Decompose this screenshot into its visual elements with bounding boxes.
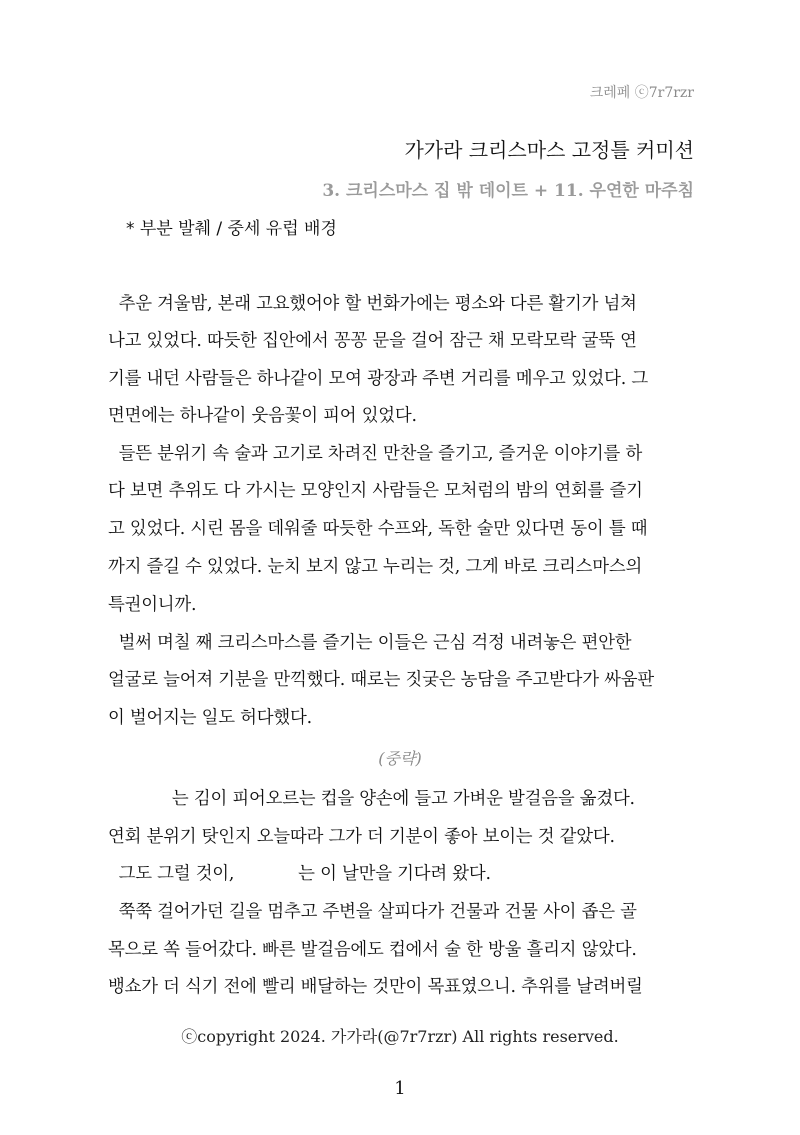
document-subtitle: 3. 크리스마스 집 밖 데이트 + 11. 우연한 마주침 (322, 181, 694, 201)
body-line: 추운 겨울밤, 본래 고요했어야 할 번화가에는 평소와 다른 활기가 넘쳐 (108, 294, 637, 314)
body-line: 는 김이 피어오르는 컵을 양손에 들고 가벼운 발걸음을 옮겼다. (108, 789, 635, 809)
body-line: 나고 있었다. 따듯한 집안에서 꽁꽁 문을 걸어 잠근 채 모락모락 굴뚝 연 (108, 331, 637, 351)
body-line: 기를 내던 사람들은 하나같이 모여 광장과 주변 거리를 메우고 있었다. 그 (108, 369, 648, 389)
document-title: 가가라 크리스마스 고정틀 커미션 (404, 138, 694, 162)
body-line: 들뜬 분위기 속 술과 고기로 차려진 만찬을 즐기고, 즐거운 이야기를 하 (108, 444, 643, 464)
page-number: 1 (394, 1078, 406, 1099)
body-line: 특권이니까. (108, 595, 197, 615)
body-line: 면면에는 하나같이 웃음꽃이 피어 있었다. (108, 406, 417, 426)
body-line: 까지 즐길 수 있었다. 눈치 보지 않고 누리는 것, 그게 바로 크리스마스의 (108, 557, 643, 577)
watermark-text: 크레페 ⓒ7r7rzr (589, 85, 694, 101)
omission-marker: (중략) (378, 749, 422, 768)
excerpt-note: * 부분 발췌 / 중세 유럽 배경 (126, 219, 337, 239)
body-line: 이 벌어지는 일도 허다했다. (108, 708, 312, 728)
body-line: 쭉쭉 걸어가던 길을 멈추고 주변을 살피다가 건물과 건물 사이 좁은 골 (108, 902, 637, 922)
body-line: 고 있었다. 시린 몸을 데워줄 따듯한 수프와, 독한 술만 있다면 동이 틀 때 (108, 519, 648, 539)
body-line: 그도 그럴 것이, 는 이 날만을 기다려 왔다. (108, 864, 491, 884)
body-line: 목으로 쏙 들어갔다. 빠른 발걸음에도 컵에서 술 한 방울 흘리지 않았다. (108, 940, 637, 960)
body-line: 뱅쇼가 더 식기 전에 빨리 배달하는 것만이 목표였으니. 추위를 날려버릴 (108, 977, 643, 997)
copyright-footer: ⓒcopyright 2024. 가가라(@7r7rzr) All rights reserved. (181, 1027, 619, 1046)
body-line: 다 보면 추위도 다 가시는 모양인지 사람들은 모처럼의 밤의 연회를 즐기 (108, 481, 643, 501)
body-line: 벌써 며칠 째 크리스마스를 즐기는 이들은 근심 걱정 내려놓은 편안한 (108, 633, 632, 653)
body-line: 연회 분위기 탓인지 오늘따라 그가 더 기분이 좋아 보이는 것 같았다. (108, 827, 615, 847)
body-line: 얼굴로 늘어져 기분을 만끽했다. 때로는 짓궂은 농담을 주고받다가 싸움판 (108, 670, 654, 690)
